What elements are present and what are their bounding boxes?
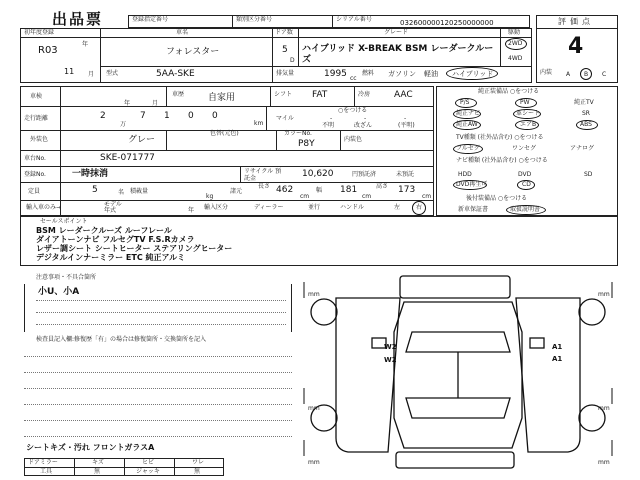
km-digit-1: 2 bbox=[100, 111, 106, 121]
equip-pw: PW bbox=[520, 99, 530, 106]
mileage-label: 走行距離 bbox=[24, 115, 49, 122]
notes-text: 小U、小A bbox=[38, 287, 80, 297]
class-number-label: 類別区分番号 bbox=[236, 16, 273, 23]
recycle-amount: 10,620 bbox=[302, 169, 334, 179]
first-reg-era: R03 bbox=[38, 45, 58, 56]
width: 181 bbox=[340, 185, 358, 195]
load-label: 積載量 bbox=[130, 188, 149, 195]
serial-number: 032600000120250000000 bbox=[400, 19, 494, 27]
after-manual: 取扱説明書 bbox=[510, 206, 541, 213]
sales-line-3: レザー調シート シートヒーター ステアリングヒーター bbox=[36, 244, 233, 253]
equip-aw: 純正AW bbox=[456, 121, 478, 128]
sales-point-label: セールスポイント bbox=[40, 218, 88, 225]
ext-color-label: 外装色 bbox=[30, 136, 49, 143]
inspection-label: 車検 bbox=[30, 93, 43, 100]
score-value: 4 bbox=[568, 34, 584, 59]
sales-line-4: デジタルインナーミラー ETC 純正アルミ bbox=[36, 253, 186, 262]
usage-label: 車歴 bbox=[172, 91, 185, 98]
color-no-label: カラーNo. bbox=[284, 130, 312, 137]
vin: SKE-071777 bbox=[100, 153, 155, 163]
displacement-label: 排気量 bbox=[276, 70, 295, 77]
serial-label: シリアル番号 bbox=[336, 16, 372, 23]
mm-label-mr: mm bbox=[598, 405, 610, 412]
navi-dvd: DVD bbox=[518, 171, 532, 178]
ac: AAC bbox=[394, 90, 413, 100]
reg-no: 一時抹消 bbox=[72, 169, 109, 179]
length: 462 bbox=[276, 185, 294, 195]
equip-abs: ABS bbox=[580, 121, 592, 128]
shift: FAT bbox=[312, 90, 328, 100]
shift-label: シフト bbox=[274, 91, 293, 98]
usage: 自家用 bbox=[208, 93, 236, 103]
km-digit-5: 0 bbox=[212, 111, 218, 121]
car-name: フォレスター bbox=[166, 47, 220, 57]
fuel-label: 燃料 bbox=[362, 70, 375, 77]
model-code: 5AA-SKE bbox=[156, 69, 195, 79]
first-reg-label: 初年度登録 bbox=[24, 29, 55, 36]
tv-analog: アナログ bbox=[570, 145, 595, 152]
vin-label: 車台No. bbox=[24, 155, 46, 162]
seat-note: シートキズ・汚れ フロントガラスA bbox=[26, 443, 155, 452]
drive-label: 駆動 bbox=[508, 29, 521, 36]
ac-label: 冷房 bbox=[358, 91, 371, 98]
fuel-diesel: 軽油 bbox=[424, 70, 438, 78]
mm-label-tr: mm bbox=[598, 291, 610, 298]
car-damage-diagram bbox=[296, 268, 620, 476]
mm-label-ml: mm bbox=[308, 405, 320, 412]
damage-mark-a1-a: A1 bbox=[552, 343, 563, 351]
height: 173 bbox=[398, 185, 416, 195]
equip-leather: 革シート bbox=[516, 110, 541, 117]
km-digit-2: 7 bbox=[140, 111, 146, 121]
navi-sd: SD bbox=[584, 171, 593, 178]
door-label: ドア数 bbox=[275, 29, 293, 36]
tv-oneseg: ワンセグ bbox=[512, 145, 537, 152]
recycle-label: リサイクル 預託金 bbox=[244, 168, 282, 182]
mm-label-tl: mm bbox=[308, 291, 320, 298]
door-count: 5 bbox=[282, 45, 288, 55]
damage-mark-a1-b: A1 bbox=[552, 355, 563, 363]
car-name-label: 車名 bbox=[176, 29, 189, 36]
after-warranty: 新車保証書 bbox=[458, 206, 489, 213]
equip-navi: 純正ナビ bbox=[456, 110, 481, 117]
equip-airbag: エアB bbox=[520, 121, 537, 128]
navi-cd: CD bbox=[522, 181, 531, 188]
mm-label-br: mm bbox=[598, 459, 610, 466]
capacity-label: 定員 bbox=[28, 188, 41, 195]
mile-label: マイル bbox=[276, 115, 294, 122]
fuel-hybrid: ハイブリッド bbox=[452, 70, 494, 78]
repaint-label: 色替(元色) bbox=[210, 130, 239, 137]
navi-title: ナビ種類 (社外品含む) ○をつける bbox=[456, 157, 548, 164]
damage-mark-w2-b: W2 bbox=[384, 356, 397, 364]
reg-no-label: 登録No. bbox=[24, 171, 46, 178]
equip-sr: SR bbox=[582, 110, 590, 117]
tv-title: TV種類 (社外品含む) ○をつける bbox=[456, 134, 544, 141]
grade-label: グレード bbox=[384, 29, 409, 36]
dims-label: 諸元 bbox=[230, 188, 243, 195]
import-category-label: 輸入区分 bbox=[204, 204, 229, 211]
equip-tv: 純正TV bbox=[574, 99, 594, 106]
model-label: 型式 bbox=[106, 70, 119, 77]
km-digit-3: 1 bbox=[164, 111, 170, 121]
displacement: 1995 bbox=[324, 69, 347, 79]
notes-label: 注意事項・不具合箇所 bbox=[36, 274, 97, 281]
km-digit-4: 0 bbox=[188, 111, 194, 121]
score-label: 評価点 bbox=[558, 17, 594, 26]
int-color-label: 内装色 bbox=[344, 136, 363, 143]
import-label: 輸入車のみ→ bbox=[26, 204, 62, 211]
sales-line-1: BSM レーダークルーズ ルーフレール bbox=[36, 226, 172, 235]
fuel-gasoline: ガソリン bbox=[388, 70, 416, 78]
navi-hdd: HDD bbox=[458, 171, 472, 178]
sales-line-2: ダイアトーンナビ フルセグTV F.S.Rカメラ bbox=[36, 235, 195, 244]
reg-number-label: 登録指定番号 bbox=[132, 16, 169, 23]
equipment-title: 純正装備品 ○をつける bbox=[478, 88, 540, 95]
first-reg-month: 11 bbox=[64, 67, 75, 76]
interior-label: 内装 bbox=[540, 69, 553, 76]
mm-label-bl: mm bbox=[308, 459, 320, 466]
model-year-label: モデル 年式 bbox=[104, 201, 122, 214]
inspector-label: 検査員記入欄:修復歴「有」の場合は修復箇所・交換箇所を記入 bbox=[36, 336, 207, 343]
navi-dvd-play: DVD再生可 bbox=[456, 181, 488, 188]
ext-color: グレー bbox=[128, 135, 156, 145]
handle-label: ハンドル bbox=[340, 204, 365, 211]
equip-ps: P/S bbox=[460, 99, 470, 106]
color-no: P8Y bbox=[298, 139, 315, 149]
grade: ハイブリッド X-BREAK BSM レーダークルーズ bbox=[302, 44, 494, 65]
capacity: 5 bbox=[92, 185, 98, 195]
tv-fullseg: フルセグ bbox=[456, 145, 480, 152]
after-title: 後付装備品 ○をつける bbox=[466, 195, 528, 202]
form-title: 出品票 bbox=[52, 10, 104, 28]
damage-mark-w2-a: W2 bbox=[384, 343, 397, 351]
